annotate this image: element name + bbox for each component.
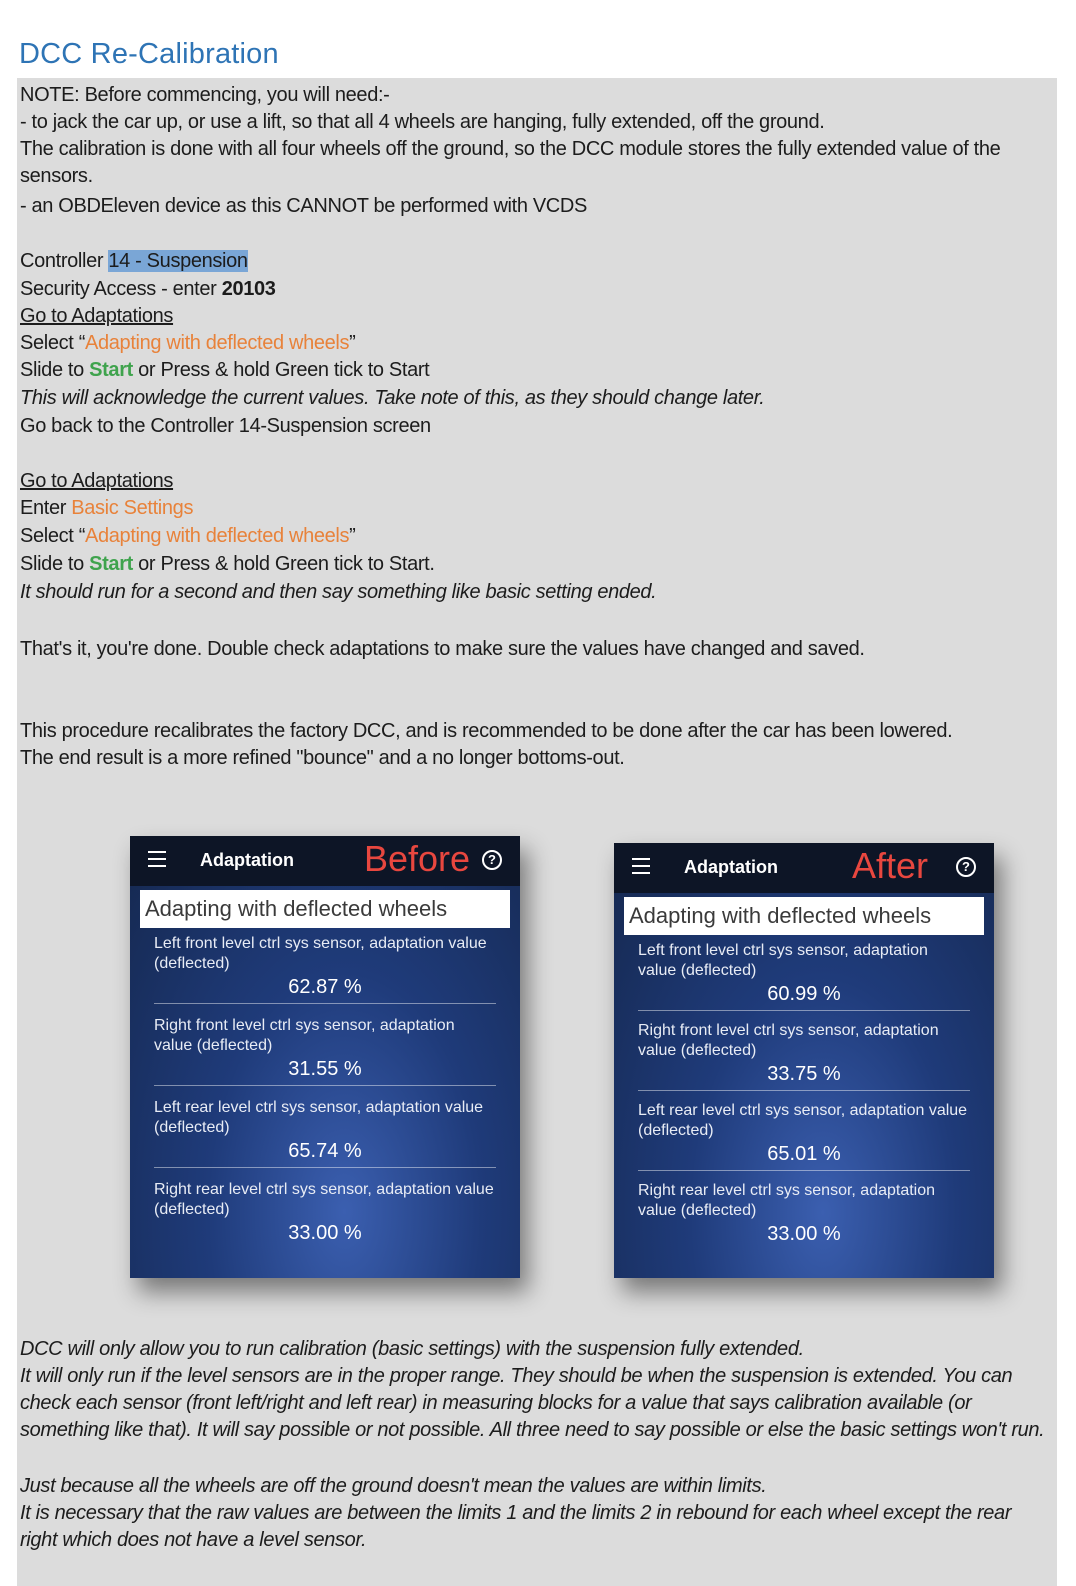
procedure-line-1: This procedure recalibrates the factory DCC, and is recommended to be done after the car has been lowered.: [20, 720, 953, 742]
select-item: Adapting with deflected wheels: [85, 525, 350, 547]
before-label: Before: [364, 838, 471, 879]
run-note: It should run for a second and then say something like basic setting ended.: [20, 581, 657, 603]
slide-suffix: or Press & hold Green tick to Start.: [132, 553, 435, 575]
note-line-3: The calibration is done with all four wheels off the ground, so the DCC module stores the fully extended value of the sensors.: [20, 138, 1001, 187]
after-screenshot: [614, 843, 994, 1278]
sensor-label: Left front level ctrl sys sensor, adaptation value (deflected): [154, 935, 487, 972]
footer-line-3: Just because all the wheels are off the ground doesn't mean the values are within limits.: [20, 1475, 767, 1497]
sensor-label: Right rear level ctrl sys sensor, adaptation value (deflected): [638, 1182, 936, 1219]
slide-start: Start: [89, 553, 133, 575]
sensor-label: Left front level ctrl sys sensor, adaptation value (deflected): [638, 942, 928, 979]
sensor-value: 33.75 %: [767, 1063, 841, 1085]
divider: [154, 1003, 496, 1004]
select-prefix: Select “: [20, 332, 86, 354]
list-item: [638, 1101, 970, 1171]
select-line-2: [20, 523, 355, 550]
sensor-value: 62.87 %: [288, 976, 362, 998]
slide-prefix: Slide to: [20, 359, 90, 381]
menu-icon: [632, 858, 650, 879]
list-item: [638, 1181, 970, 1246]
footer-line-4: It is necessary that the raw values are between the limits 1 and the limits 2 in rebound for each wheel except the rear right which does not have a level sensor.: [20, 1502, 1012, 1551]
sensor-value: 33.00 %: [767, 1223, 841, 1245]
note-line-2: - to jack the car up, or use a lift, so that all 4 wheels are hanging, fully extended, off the ground.: [20, 111, 825, 133]
list-item: [154, 1098, 496, 1168]
sensor-label: Left rear level ctrl sys sensor, adaptation value (deflected): [154, 1099, 484, 1136]
list-item: [638, 1021, 970, 1091]
select-suffix: ”: [349, 332, 356, 354]
app-title: Adaptation: [684, 857, 778, 877]
help-icon: ?: [956, 857, 976, 877]
sensor-label: Right front level ctrl sys sensor, adaptation value (deflected): [638, 1022, 939, 1059]
after-label: After: [852, 845, 929, 886]
list-item: [154, 1016, 496, 1086]
controller-line: [20, 248, 248, 275]
before-screenshot: [130, 836, 520, 1278]
divider: [638, 1010, 970, 1011]
sensor-value: 31.55 %: [288, 1058, 362, 1080]
divider: [154, 1167, 496, 1168]
note-line-4: - an OBDEleven device as this CANNOT be performed with VCDS: [20, 195, 587, 217]
divider: [154, 1085, 496, 1086]
sensor-label: Right rear level ctrl sys sensor, adaptation value (deflected): [154, 1181, 494, 1218]
adaptation-heading: Adapting with deflected wheels: [140, 890, 510, 928]
enter-item: Basic Settings: [71, 497, 194, 519]
help-icon: ?: [482, 850, 502, 870]
go-to-adaptations-link-2: Go to Adaptations: [20, 470, 174, 492]
sensor-value: 33.00 %: [288, 1222, 362, 1244]
app-title: Adaptation: [200, 850, 294, 870]
note-line-1: NOTE: Before commencing, you will need:-: [20, 84, 390, 106]
menu-icon: [148, 851, 166, 872]
select-suffix: ”: [349, 525, 356, 547]
select-prefix: Select “: [20, 525, 86, 547]
list-item: [638, 941, 970, 1011]
sensor-label: Right front level ctrl sys sensor, adaptation value (deflected): [154, 1017, 455, 1054]
app-bar: [614, 843, 994, 893]
done-line: That's it, you're done. Double check adaptations to make sure the values have changed and saved.: [20, 638, 865, 660]
list-item: [154, 934, 496, 1004]
security-code: 20103: [221, 278, 276, 300]
select-item: Adapting with deflected wheels: [85, 332, 350, 354]
controller-prefix: Controller: [20, 250, 109, 272]
enter-prefix: Enter: [20, 497, 72, 519]
select-line-1: [20, 330, 355, 357]
sensor-value: 65.74 %: [288, 1140, 362, 1162]
enter-line: [20, 495, 193, 522]
go-to-adaptations-link-1: Go to Adaptations: [20, 305, 174, 327]
divider: [638, 1090, 970, 1091]
procedure-line-2: The end result is a more refined "bounce" and a no longer bottoms-out.: [20, 747, 625, 769]
footer-line-2: It will only run if the level sensors are in the proper range. They should be when the suspension is extended. You can check each sensor (front left/right and left rear) in measuring blocks for a value that says calibration available (or something like that). It will say possible or not possible. All three need to say possible or else the basic settings won't run.: [20, 1365, 1045, 1441]
sensor-value: 65.01 %: [767, 1143, 841, 1165]
sensor-label: Left rear level ctrl sys sensor, adaptation value (deflected): [638, 1102, 968, 1139]
security-prefix: Security Access - enter: [20, 278, 222, 300]
page-title: DCC Re-Calibration: [19, 38, 279, 70]
slide-prefix: Slide to: [20, 553, 90, 575]
divider: [638, 1170, 970, 1171]
controller-name: 14 - Suspension: [108, 250, 248, 272]
acknowledge-note: This will acknowledge the current values. Take note of this, as they should change later.: [20, 387, 765, 409]
footer-line-1: DCC will only allow you to run calibration (basic settings) with the suspension fully extended.: [20, 1338, 804, 1360]
adaptation-heading: Adapting with deflected wheels: [624, 897, 984, 935]
slide-start: Start: [89, 359, 133, 381]
slide-suffix: or Press & hold Green tick to Start: [132, 359, 430, 381]
sensor-value: 60.99 %: [767, 983, 841, 1005]
security-line: [20, 276, 276, 303]
go-back-line: Go back to the Controller 14-Suspension screen: [20, 415, 431, 437]
slide-line-2: [20, 551, 435, 578]
list-item: [154, 1180, 496, 1245]
slide-line-1: [20, 357, 429, 384]
